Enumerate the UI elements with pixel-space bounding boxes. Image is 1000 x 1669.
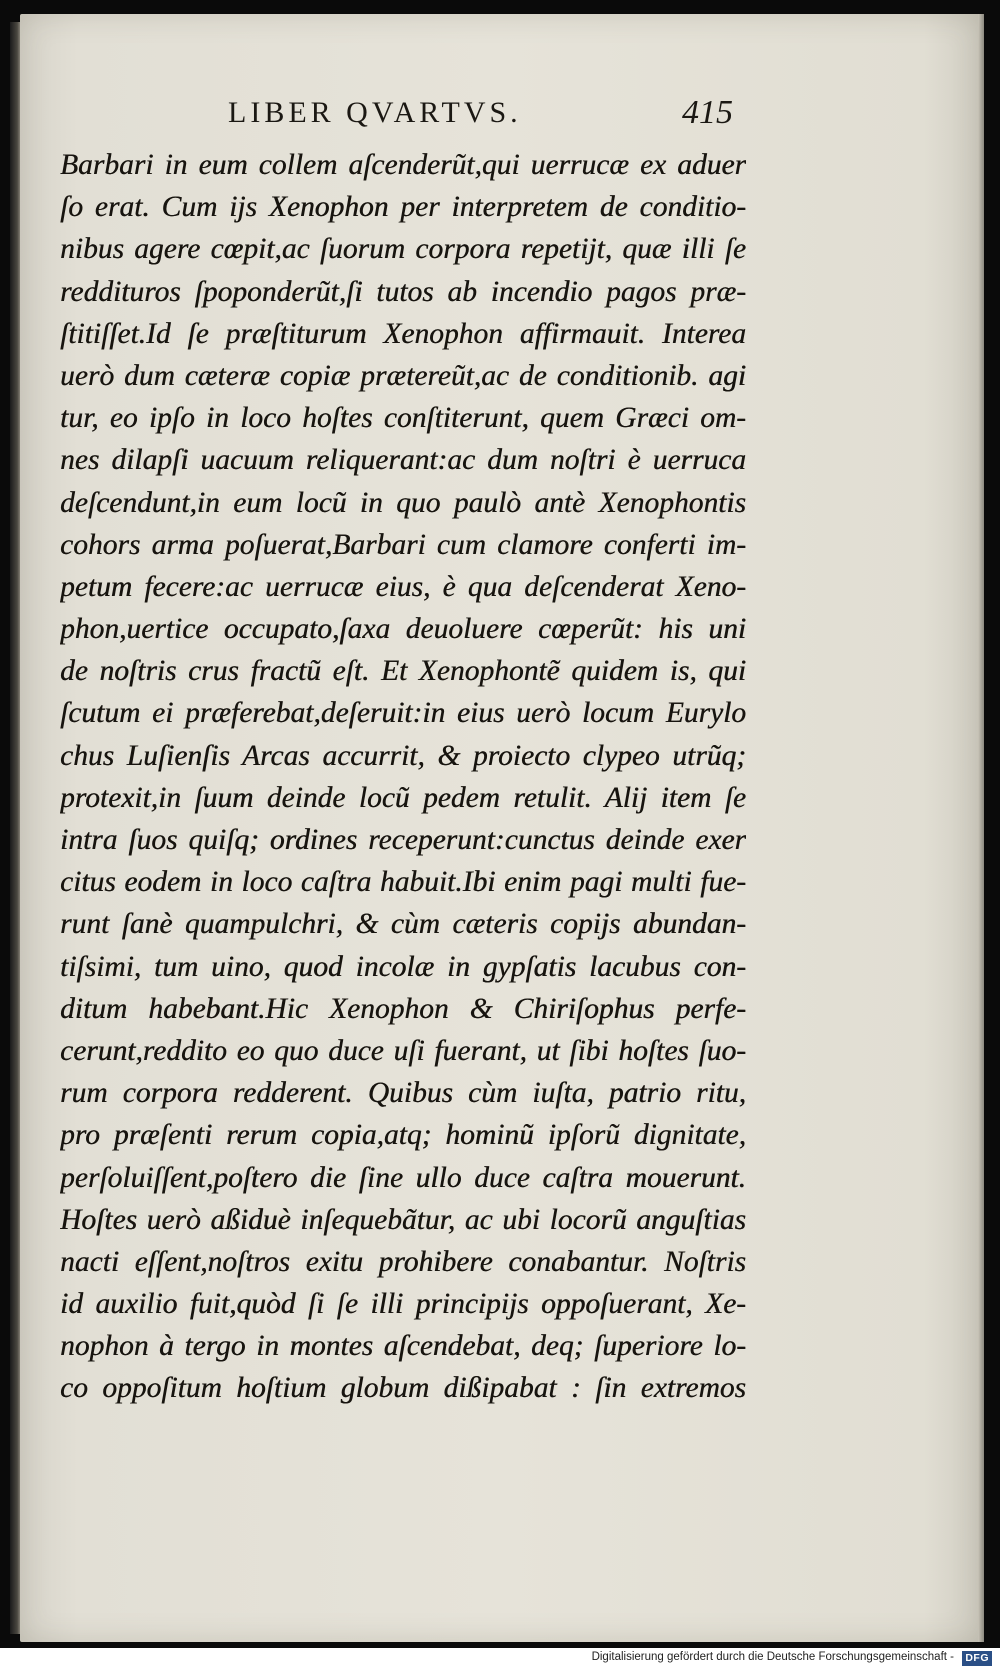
text-line: ſo erat. Cum ijs Xenophon per interpretem de conditio- xyxy=(60,191,746,224)
text-line: co oppoſitum hoſtium globum dißipabat : ſin extremos xyxy=(60,1372,746,1405)
text-line: runt ſanè quampulchri, & cùm cæteris copijs abundan- xyxy=(60,908,746,941)
text-line: tiſsimi, tum uino, quod incolæ in gypſatis lacubus con- xyxy=(60,950,746,983)
text-line: nacti eſſent,noſtros exitu prohibere conabantur. Noſtris xyxy=(60,1245,746,1278)
text-line: petum fecere:ac uerrucæ eius, è qua deſcenderat Xeno- xyxy=(60,570,746,603)
text-line: protexit,in ſuum deinde locũ pedem retulit. Alij item ſe xyxy=(60,781,746,814)
running-title: LIBER QVARTVS. xyxy=(228,96,522,129)
text-line: nes dilapſi uacuum reliquerant:ac dum noſtri è uerruca xyxy=(60,444,746,477)
text-line: intra ſuos quiſq; ordines receperunt:cunctus deinde exer xyxy=(60,824,746,856)
text-line: perſoluiſſent,poſtero die ſine ullo duce caſtra mouerunt. xyxy=(60,1161,746,1194)
text-block xyxy=(60,144,746,1410)
digitization-footer xyxy=(0,1648,1000,1669)
text-line: nophon à tergo in montes aſcendebat, deq; ſuperiore lo- xyxy=(60,1330,746,1363)
text-line: cerunt,reddito eo quo duce uſi fuerant, ut ſibi hoſtes ſuo- xyxy=(60,1034,746,1067)
text-line: ditum habebant.Hic Xenophon & Chiriſophus perfe- xyxy=(60,992,746,1025)
text-line: Barbari in eum collem aſcenderũt,qui uerrucæ ex aduer xyxy=(60,149,746,181)
text-line: id auxilio fuit,quòd ſi ſe illi principijs oppoſuerant, Xe- xyxy=(60,1288,746,1321)
dfg-logo: DFG xyxy=(962,1651,992,1666)
text-line: ſcutum ei præferebat,deſeruit:in eius uerò locum Eurylo xyxy=(60,697,746,730)
page-edge-right xyxy=(978,14,984,1642)
text-line: phon,uertice occupato,ſaxa deuoluere cœperũt: his uni xyxy=(60,613,746,646)
text-line: reddituros ſpoponderũt,ſi tutos ab incendio pagos præ- xyxy=(60,275,746,308)
text-line: Hoſtes uerò aßiduè inſequebãtur, ac ubi locorũ anguſtias xyxy=(60,1203,746,1236)
text-line: citus eodem in loco caſtra habuit.Ibi enim pagi multi fue- xyxy=(60,866,746,899)
text-line: nibus agere cœpit,ac ſuorum corpora repetijt, quæ illi ſe xyxy=(60,233,746,266)
text-line: deſcendunt,in eum locũ in quo paulò antè Xenophontis xyxy=(60,486,746,519)
text-line: chus Luſienſis Arcas accurrit, & proiecto clypeo utrũq; xyxy=(60,739,746,772)
text-line: pro præſenti rerum copia,atq; hominũ ipſorũ dignitate, xyxy=(60,1119,746,1152)
page-number: 415 xyxy=(682,94,733,131)
running-head xyxy=(60,94,740,136)
funding-credit: Digitalisierung gefördert durch die Deutsche Forschungsgemeinschaft - xyxy=(591,1651,954,1663)
book-page xyxy=(20,14,982,1642)
text-line: de noſtris crus fractũ eſt. Et Xenophontẽ quidem is, qui xyxy=(60,655,746,688)
text-line: uerò dum cæteræ copiæ prætereũt,ac de conditionib. agi xyxy=(60,359,746,392)
text-line: cohors arma poſuerat,Barbari cum clamore conferti im- xyxy=(60,528,746,561)
text-line: ſtitiſſet.Id ſe præſtiturum Xenophon affirmauit. Interea xyxy=(60,317,746,350)
text-line: rum corpora redderent. Quibus cùm iuſta, patrio ritu, xyxy=(60,1077,746,1110)
text-line: tur, eo ipſo in loco hoſtes conſtiterunt, quem Græci om- xyxy=(60,402,746,435)
